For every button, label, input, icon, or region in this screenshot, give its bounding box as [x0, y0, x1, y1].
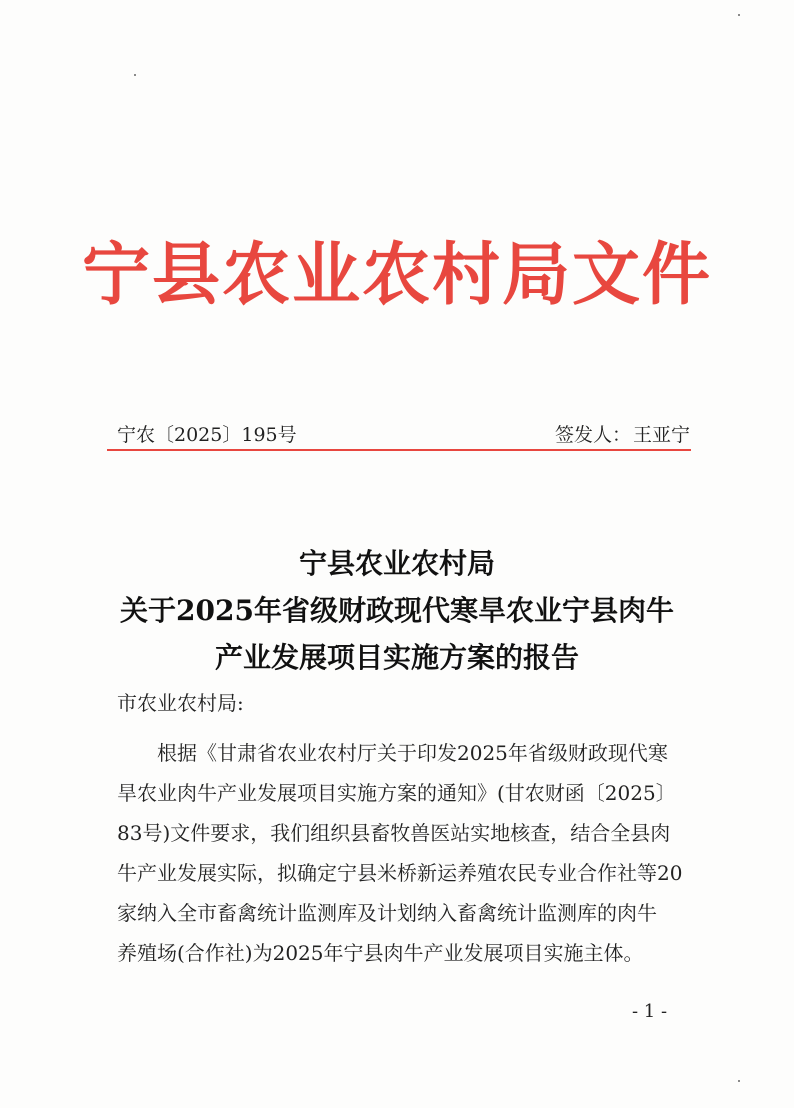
signer-label: 签发人： [554, 424, 631, 446]
salutation: 市农业农村局: [117, 691, 244, 715]
document-masthead: 宁县农业农村局文件 [81, 236, 712, 315]
body-line: 养殖场(合作社)为2025年宁县肉牛产业发展项目实施主体。 [117, 941, 644, 965]
scan-speck [738, 14, 740, 16]
title-line-2: 关于2025年省级财政现代寒旱农业宁县肉牛 [120, 594, 674, 627]
scan-speck [738, 1080, 740, 1082]
title-line-3: 产业发展项目实施方案的报告 [214, 641, 579, 674]
scan-speck [134, 74, 136, 76]
header-divider [107, 449, 691, 451]
body-line: 牛产业发展实际，拟确定宁县米桥新运养殖农民专业合作社等20 [117, 861, 683, 885]
document-number: 宁农〔2025〕195号 [117, 424, 297, 446]
body-line: 根据《甘肃省农业农村厅关于印发2025年省级财政现代寒 [157, 741, 668, 765]
body-line: 旱农业肉牛产业发展项目实施方案的通知》(甘农财函〔2025〕 [117, 781, 676, 805]
body-line: 家纳入全市畜禽统计监测库及计划纳入畜禽统计监测库的肉牛 [117, 901, 657, 925]
title-line-1: 宁县农业农村局 [298, 547, 495, 580]
signer-name: 王亚宁 [632, 424, 690, 446]
body-line: 83号)文件要求，我们组织县畜牧兽医站实地核查，结合全县肉 [117, 821, 671, 845]
signer-block [555, 422, 690, 448]
body-paragraph [117, 733, 691, 973]
page-number: - 1 - [632, 1001, 668, 1022]
document-title [60, 540, 734, 681]
